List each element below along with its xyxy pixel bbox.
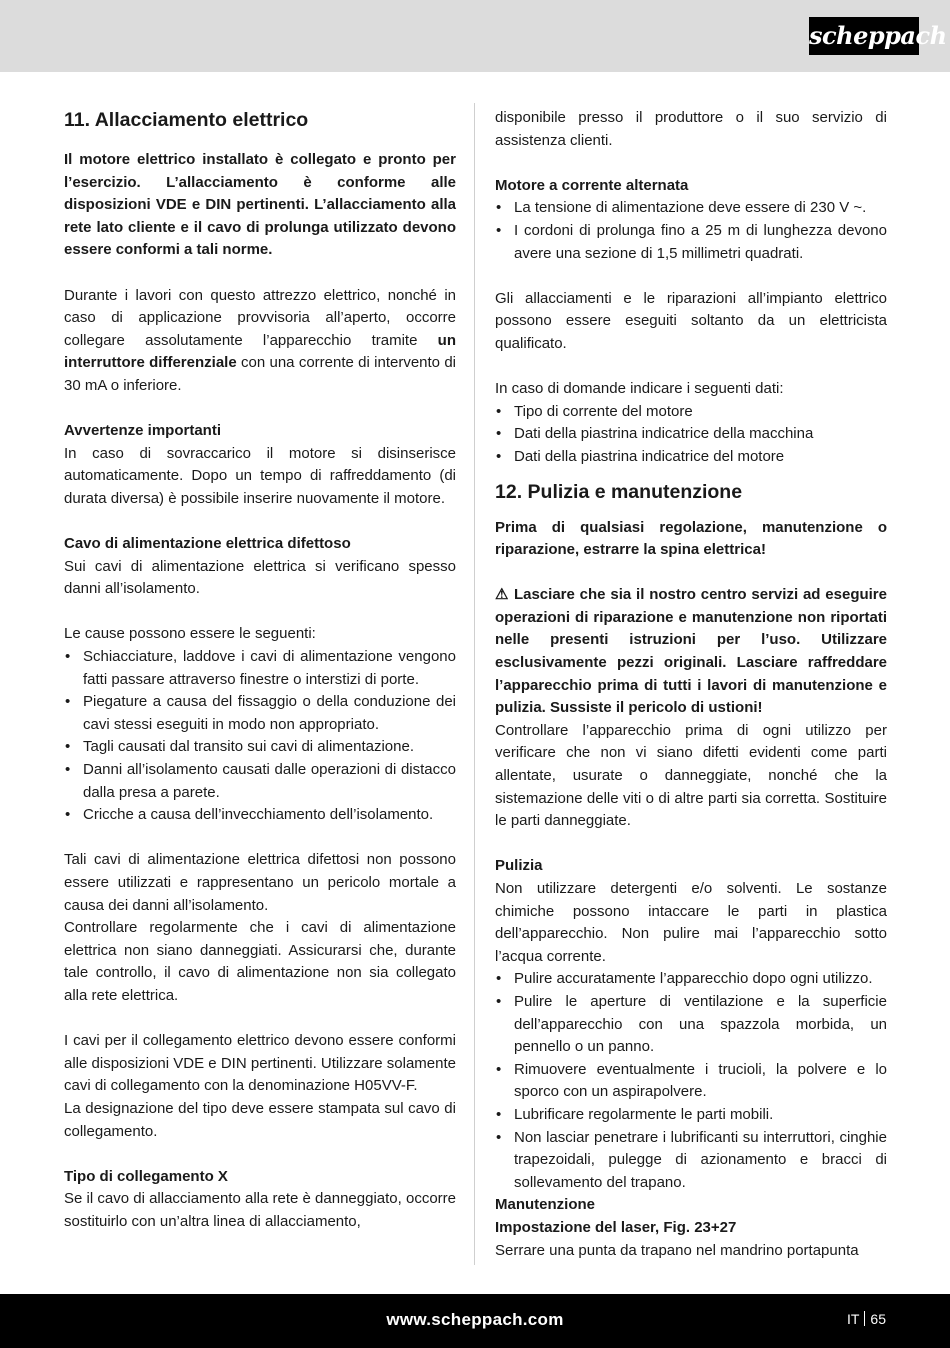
warnings-text: In caso di sovraccarico il motore si disinserisce automaticamente. Dopo un tempo di raffreddamento (di durata diversa) è possibile inserire nuovamente il motore. (64, 444, 456, 507)
ac-motor-list (495, 197, 887, 265)
ac-motor-title: Motore a corrente alternata (495, 176, 689, 194)
list-item: • I cordoni di prolunga fino a 25 m di lunghezza devono avere una sezione di 1,5 millimetri quadrati. (495, 220, 887, 265)
rcd-paragraph: Durante i lavori con questo attrezzo elettrico, nonché in caso di applicazione provvisoria all’aperto, occorre collegare assolutamente l’apparecchio tramite un interruttore differenziale con una corrente di intervento di 30 mA o inferiore. (64, 286, 457, 394)
paragraph: Controllare l’apparecchio prima di ogni utilizzo per verificare che non vi siano difetti evidenti come parti allentate, usurate o danneggiate, nonché che la sistemazione delle viti o di altre parti sia corretta. Sostituire le parti danneggiate. (495, 721, 887, 830)
website-url: www.scheppach.com (386, 1310, 564, 1329)
defective-cable-title: Cavo di alimentazione elettrica difettoso (64, 535, 351, 553)
list-item: • Non lasciar penetrare i lubrificanti su interruttori, cinghie trapezoidali, pulegge di azionamento e bracci di sollevamento del trapano. (495, 1127, 887, 1195)
list-item: • Piegature a causa del fissaggio o della conduzione dei cavi stessi eseguiti in modo non appropriato. (64, 691, 456, 736)
list-item: • Pulire le aperture di ventilazione e la superficie dell’apparecchio con una spazzola morbida, un pennello o un panno. (495, 991, 887, 1059)
list-item: • Lubrificare regolarmente le parti mobili. (495, 1104, 887, 1127)
connection-type-text: Se il cavo di allacciamento alla rete è danneggiato, occorre sostituirlo con un’altra linea di allacciamento, (64, 1190, 456, 1230)
list-item: • La tensione di alimentazione deve essere di 230 V ~. (495, 197, 887, 220)
data-intro: In caso di domande indicare i seguenti dati: (495, 380, 784, 398)
data-list (495, 401, 887, 469)
list-item: • Pulire accuratamente l’apparecchio dopo ogni utilizzo. (495, 968, 887, 991)
cleaning-list (495, 968, 887, 1194)
list-item: • Tipo di corrente del motore (495, 401, 887, 424)
list-item: • Cricche a causa dell’invecchiamento dell’isolamento. (64, 804, 456, 827)
service-warning: ⚠ Lasciare che sia il nostro centro servizi ad eseguire operazioni di riparazione e manutenzione non riportati nelle presenti istruzioni per l’uso. Utilizzare esclusivamente pezzi originali. Lasciare raffreddare l’apparecchio prima di tutti i lavori di manutenzione e pulizia. Sussiste il pericolo di ustioni! (495, 586, 887, 717)
page-number: IT 65 (846, 1311, 886, 1327)
cleaning-title: Pulizia (495, 857, 543, 875)
unplug-warning: Prima di qualsiasi regolazione, manutenzione o riparazione, estrarre la spina elettrica! (495, 518, 887, 559)
list-item: • Dati della piastrina indicatrice del motore (495, 446, 887, 469)
header-bar (0, 0, 950, 72)
paragraph: Tali cavi di alimentazione elettrica difettosi non possono essere utilizzati e rappresentano un pericolo mortale a causa dei danni all’isolamento. (64, 851, 456, 914)
column-divider (474, 103, 475, 1265)
list-item: • Danni all’isolamento causati dalle operazioni di distacco dalla presa a parete. (64, 759, 456, 804)
warnings-title: Avvertenze importanti (64, 422, 221, 440)
defective-cable-text: Sui cavi di alimentazione elettrica si verificano spesso danni all’isolamento. (64, 557, 456, 598)
right-column (495, 107, 887, 1262)
list-item: • Tagli causati dal transito sui cavi di alimentazione. (64, 736, 456, 759)
paragraph: Gli allacciamenti e le riparazioni all’impianto elettrico possono essere eseguiti soltanto da un elettricista qualificato. (495, 289, 887, 352)
laser-title: Impostazione del laser, Fig. 23+27 (495, 1218, 737, 1236)
paragraph: Controllare regolarmente che i cavi di alimentazione elettrica non siano danneggiati. Assicurarsi che, durante tale controllo, il cavo di alimentazione non sia collegato alla rete elettrica. (64, 919, 456, 1004)
continued-paragraph: disponibile presso il produttore o il suo servizio di assistenza clienti. (495, 109, 887, 149)
maintenance-title: Manutenzione (495, 1196, 595, 1214)
intro-paragraph: Il motore elettrico installato è collegato e pronto per l’esercizio. L’allacciamento è conforme alle disposizioni VDE e DIN pertinenti. L’allacciamento alla rete lato cliente e il cavo di prolunga utilizzato devono essere conformi a tali norme. (64, 151, 456, 259)
paragraph: I cavi per il collegamento elettrico devono essere conformi alle disposizioni VDE e DIN pertinenti. Utilizzare solamente cavi di collegamento con la denominazione H05VV-F. (64, 1032, 456, 1095)
warning-triangle-icon: ⚠ (495, 586, 510, 604)
section-heading-11: 11. Allacciamento elettrico (64, 109, 309, 131)
footer-bar (0, 1294, 950, 1348)
list-item: • Dati della piastrina indicatrice della macchina (495, 423, 887, 446)
paragraph: La designazione del tipo deve essere stampata sul cavo di collegamento. (64, 1099, 456, 1140)
section-heading-12: 12. Pulizia e manutenzione (495, 480, 743, 503)
left-column (64, 107, 456, 1234)
list-item: • Rimuovere eventualmente i trucioli, la polvere e lo sporco con un aspirapolvere. (495, 1059, 887, 1104)
causes-list (64, 646, 456, 827)
laser-text: Serrare una punta da trapano nel mandrino portapunta (495, 1241, 859, 1259)
scheppach-logo: scheppach (809, 17, 919, 55)
causes-intro: Le cause possono essere le seguenti: (64, 625, 316, 643)
cleaning-text: Non utilizzare detergenti e/o solventi. Le sostanze chimiche possono intaccare le parti in plastica dell’apparecchio. Non pulire mai l’apparecchio sotto l’acqua corrente. (495, 880, 887, 965)
list-item: • Schiacciature, laddove i cavi di alimentazione vengono fatti passare attraverso finestre o interstizi di porte. (64, 646, 456, 691)
connection-type-title: Tipo di collegamento X (64, 1167, 228, 1185)
